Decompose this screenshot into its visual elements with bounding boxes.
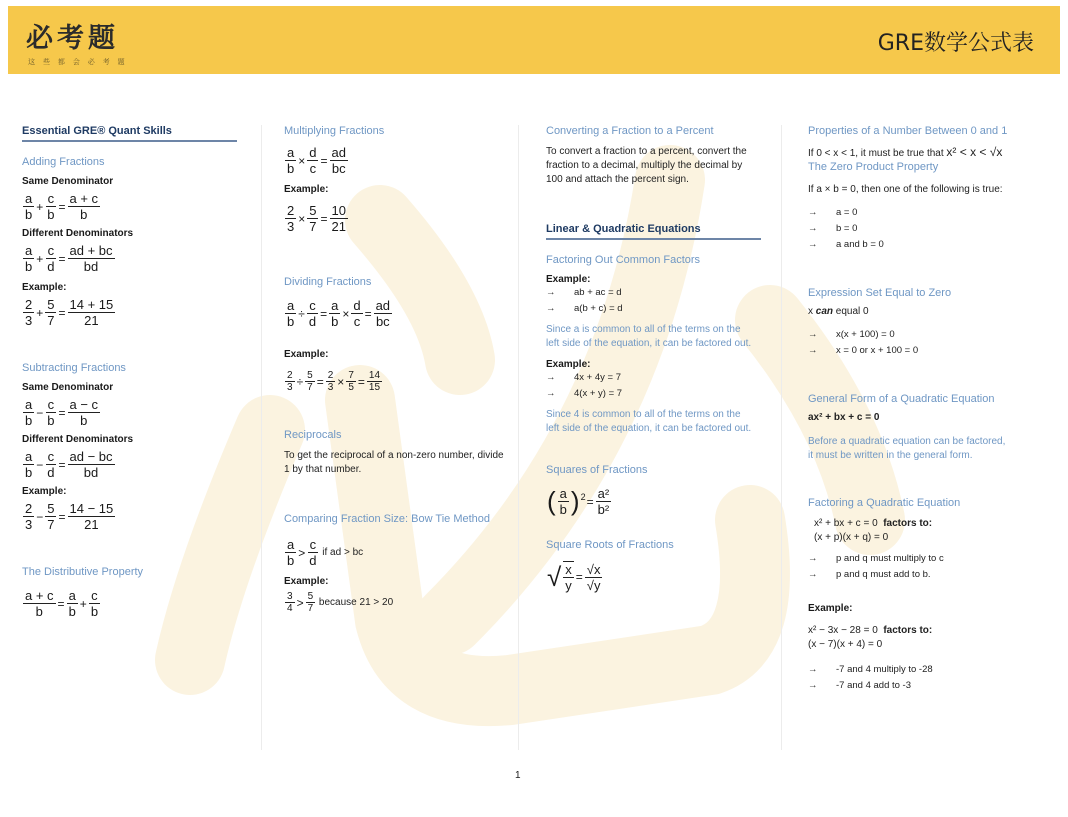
- arrow-icon: →: [808, 680, 818, 691]
- list-item: → ab + ac = d: [546, 285, 771, 301]
- section-title: Essential GRE® Quant Skills: [22, 125, 237, 142]
- formula-add-example: $\frac{2}{3}$ + $\frac{5}{7}$ = $\frac{14 + 15}{21}$: [25, 297, 114, 328]
- arrow-icon: →: [808, 329, 818, 340]
- label-example: Example:: [284, 184, 329, 195]
- formula-sub-same: $\frac{a}{b}$ − $\frac{c}{b}$ = $\frac{a - c}{b}$: [25, 397, 99, 428]
- formula-multiply: $\frac{a}{b}$ × $\frac{d}{c}$ = $\frac{ad}{bc}$: [287, 145, 346, 176]
- subheading-adding: Adding Fractions: [22, 156, 105, 168]
- document-title: GRE数学公式表: [877, 31, 1034, 56]
- arrow-icon: →: [808, 345, 818, 356]
- arrow-icon: →: [546, 388, 556, 399]
- subheading-zero-product: The Zero Product Property: [808, 161, 939, 173]
- list-item: → a and b = 0: [808, 237, 1048, 253]
- label-example: Example:: [22, 486, 67, 497]
- formula-squares: ( $\frac{a}{b}$ )$^2$= $\frac{\text{a²}}{\text{b²}}$: [547, 486, 610, 517]
- example-equation: x² − 3x − 28 = 0 factors to:: [808, 625, 933, 636]
- list-item: → -7 and 4 multiply to -28: [808, 662, 1048, 678]
- column-divider: [781, 125, 782, 750]
- properties-text: If 0 < x < 1, it must be true that x² < x < √x: [808, 145, 1003, 159]
- label-different-denominators: Different Denominators: [22, 228, 134, 239]
- reciprocals-text: To get the reciprocal of a non-zero number, divide 1 by that number.: [284, 450, 504, 475]
- formula-divide: $\frac{a}{b}$ ÷ $\frac{c}{d}$ = $\frac{a}{b}$ × $\frac{d}{c}$ = $\frac{ad}{bc}$: [287, 298, 391, 329]
- arrow-icon: →: [808, 664, 818, 675]
- subheading-expression-zero: Expression Set Equal to Zero: [808, 287, 952, 299]
- formula-distributive: $\frac{a + c}{b}$ = $\frac{a}{b}$ + $\frac{c}{b}$: [25, 588, 99, 619]
- column-divider: [518, 125, 519, 750]
- subheading-dividing: Dividing Fractions: [284, 276, 372, 288]
- list-item: → a(b + c) = d: [546, 301, 771, 317]
- column-4: [808, 125, 1048, 694]
- general-form-equation: ax² + bx + c = 0: [808, 412, 880, 423]
- column-2: [284, 125, 509, 618]
- label-example: Example:: [808, 603, 853, 614]
- logo-subtitle: 这 些 都 会 必 考 题: [28, 59, 128, 66]
- formula-bowtie-example: $\frac{3}{4}$ > $\frac{5}{7}$ because 21 > 20: [287, 591, 394, 614]
- list-item: → 4(x + y) = 7: [546, 386, 771, 402]
- formula-add-different: $\frac{a}{b}$ + $\frac{c}{d}$ = $\frac{ad + bc}{bd}$: [25, 243, 113, 274]
- arrow-icon: →: [808, 207, 818, 218]
- list-item: → p and q must add to b.: [808, 567, 1048, 583]
- label-example: Example:: [284, 576, 329, 587]
- logo: 必考题: [26, 23, 119, 54]
- list-item: → -7 and 4 add to -3: [808, 678, 1048, 694]
- formula-divide-example: $\frac{2}{3}$ ÷ $\frac{5}{7}$ = $\frac{2}{3}$ × $\frac{7}{5}$ = $\frac{14}{15}$: [287, 370, 381, 393]
- label-same-denominator: Same Denominator: [22, 382, 114, 393]
- column-3: [546, 125, 771, 597]
- fraction: $\frac{a}{b}$: [25, 191, 33, 222]
- factoring-result: (x + p)(x + q) = 0: [814, 532, 889, 543]
- arrow-icon: →: [546, 287, 556, 298]
- subheading-subtracting: Subtracting Fractions: [22, 362, 126, 374]
- arrow-icon: →: [546, 372, 556, 383]
- label-same-denominator: Same Denominator: [22, 176, 114, 187]
- fraction: $\frac{a + c}{b}$: [69, 191, 99, 222]
- section-title: Linear & Quadratic Equations: [546, 223, 761, 240]
- label-example: Example:: [22, 282, 67, 293]
- fraction: $\frac{c}{b}$: [47, 191, 55, 222]
- subheading-factoring-quadratic: Factoring a Quadratic Equation: [808, 497, 961, 509]
- example-result: (x − 7)(x + 4) = 0: [808, 639, 883, 650]
- arrow-icon: →: [808, 223, 818, 234]
- watermark-glyph: [150, 100, 910, 740]
- formula-sub-example: $\frac{2}{3}$ − $\frac{5}{7}$ = $\frac{14 - 15}{21}$: [25, 501, 114, 532]
- label-example: Example:: [546, 359, 591, 370]
- formula-multiply-example: $\frac{2}{3}$ × $\frac{5}{7}$ = $\frac{10}{21}$: [287, 203, 346, 234]
- formula-add-same: $\frac{a}{b}$ + $\frac{c}{b}$ = $\frac{a + c}{b}$: [25, 191, 99, 222]
- subheading-factoring: Factoring Out Common Factors: [546, 254, 701, 266]
- arrow-icon: →: [808, 569, 818, 580]
- subheading-reciprocals: Reciprocals: [284, 429, 342, 441]
- list-item: → x = 0 or x + 100 = 0: [808, 343, 1048, 359]
- list-item: → p and q must multiply to c: [808, 551, 1048, 567]
- subheading-multiplying: Multiplying Fractions: [284, 125, 385, 137]
- column-1: [22, 125, 247, 623]
- header-banner: [8, 6, 1060, 74]
- label-example: Example:: [284, 349, 329, 360]
- subheading-properties: Properties of a Number Between 0 and 1: [808, 125, 1008, 137]
- subheading-converting: Converting a Fraction to a Percent: [546, 125, 714, 137]
- expression-text: x can equal 0: [808, 306, 869, 317]
- factoring-note: Since 4 is common to all of the terms on the left side of the equation, it can be factored out.: [546, 409, 752, 434]
- label-different-denominators: Different Denominators: [22, 434, 134, 445]
- column-divider: [261, 125, 262, 750]
- formula-sub-different: $\frac{a}{b}$ − $\frac{c}{d}$ = $\frac{ad - bc}{bd}$: [25, 449, 113, 480]
- list-item: → 4x + 4y = 7: [546, 370, 771, 386]
- subheading-distributive: The Distributive Property: [22, 566, 144, 578]
- formula-roots: √ $\frac{x}{y}$ = $\frac{√x}{√y}$: [547, 561, 601, 593]
- subheading-squares: Squares of Fractions: [546, 464, 648, 476]
- factoring-note: Since a is common to all of the terms on the left side of the equation, it can be factored out.: [546, 324, 752, 349]
- list-item: → x(x + 100) = 0: [808, 327, 1048, 343]
- page-number: 1: [515, 770, 521, 781]
- subheading-roots: Square Roots of Fractions: [546, 539, 674, 551]
- arrow-icon: →: [546, 303, 556, 314]
- subheading-general-form: General Form of a Quadratic Equation: [808, 393, 995, 405]
- factoring-equation: x² + bx + c = 0 factors to:: [814, 518, 933, 529]
- arrow-icon: →: [808, 553, 818, 564]
- list-item: → a = 0: [808, 205, 1048, 221]
- general-form-note: Before a quadratic equation can be factored, it must be written in the general form.: [808, 436, 1006, 461]
- formula-bowtie: $\frac{a}{b}$ > $\frac{c}{d}$ if ad > bc: [287, 537, 364, 568]
- subheading-comparing: Comparing Fraction Size: Bow Tie Method: [284, 513, 491, 525]
- zero-product-text: If a × b = 0, then one of the following is true:: [808, 184, 1003, 195]
- label-example: Example:: [546, 274, 591, 285]
- list-item: → b = 0: [808, 221, 1048, 237]
- arrow-icon: →: [808, 239, 818, 250]
- converting-text: To convert a fraction to a percent, convert the fraction to a decimal, multiply the decimal by 100 and attach the percent sign.: [546, 146, 747, 185]
